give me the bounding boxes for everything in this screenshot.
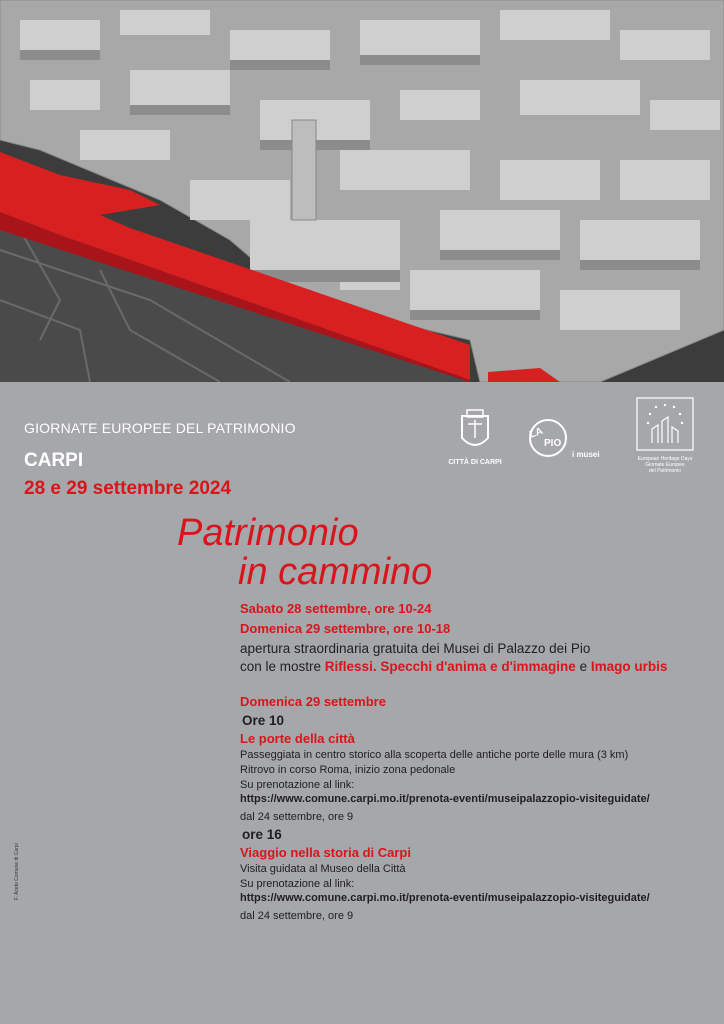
event1-booking-label: Su prenotazione al link: [240, 779, 355, 791]
coat-of-arms-icon [440, 408, 510, 454]
exhibits-line [240, 659, 667, 674]
event-dates: 28 e 29 settembre 2024 [24, 478, 232, 499]
event-kicker: GIORNATE EUROPEE DEL PATRIMONIO [24, 420, 296, 436]
event2-time: ore 16 [242, 827, 282, 842]
event1-title: Le porte della città [240, 731, 355, 746]
city-name: CARPI [24, 450, 84, 471]
svg-text:PIO: PIO [544, 438, 562, 449]
event1-booking-link[interactable]: https://www.comune.carpi.mo.it/prenota-eventi/museipalazzopio-visiteguidate/ [240, 793, 650, 805]
ehd-emblem-icon [636, 397, 694, 451]
ehd-line1: European Heritage Days [637, 456, 693, 462]
musei-palazzo-pio-logo [520, 412, 610, 468]
european-heritage-days-logo [636, 397, 694, 481]
photo-credit: F. Aceto Comune di Carpi [14, 843, 20, 900]
musei-logo-mark [520, 412, 580, 462]
svg-text:LA: LA [528, 425, 545, 441]
carpi-logo-label: CITTÀ DI CARPI [448, 459, 502, 466]
saturday-hours: Sabato 28 settembre, ore 10-24 [240, 601, 432, 616]
event2-desc: Visita guidata al Museo della Città [240, 863, 406, 875]
exhibit-imago-urbis: Imago urbis [590, 659, 668, 674]
event2-booking-from: dal 24 settembre, ore 9 [240, 910, 354, 922]
musei-logo-label: i musei [572, 450, 600, 459]
city-of-carpi-logo [440, 408, 510, 468]
ehd-line3: del Patrimonio [649, 468, 681, 474]
program-day: Domenica 29 settembre [240, 694, 386, 709]
intro-description: apertura straordinaria gratuita dei Musei di Palazzo dei Pio [240, 641, 591, 656]
event1-time: Ore 10 [242, 713, 285, 728]
sunday-hours: Domenica 29 settembre, ore 10-18 [240, 621, 451, 636]
event1-meeting: Ritrovo in corso Roma, inizio zona pedonale [240, 764, 456, 776]
hero-city-image [0, 0, 724, 382]
exhibits-and: e [575, 659, 591, 674]
title-line-2: in cammino [238, 551, 433, 593]
event1-desc: Passeggiata in centro storico alla scoperta delle antiche porte delle mura (3 km) [240, 749, 629, 761]
event2-booking-link[interactable]: https://www.comune.carpi.mo.it/prenota-eventi/museipalazzopio-visiteguidate/ [240, 892, 650, 904]
title-line-1: Patrimonio [177, 512, 359, 554]
exhibits-prefix: con le mostre [240, 659, 325, 674]
event1-booking-from: dal 24 settembre, ore 9 [240, 811, 354, 823]
exhibit-riflessi: Riflessi. Specchi d'anima e d'immagine [324, 659, 576, 674]
event2-booking-label: Su prenotazione al link: [240, 878, 355, 890]
event2-title: Viaggio nella storia di Carpi [240, 845, 411, 860]
ehd-line2: Giornate Europee [645, 462, 685, 468]
